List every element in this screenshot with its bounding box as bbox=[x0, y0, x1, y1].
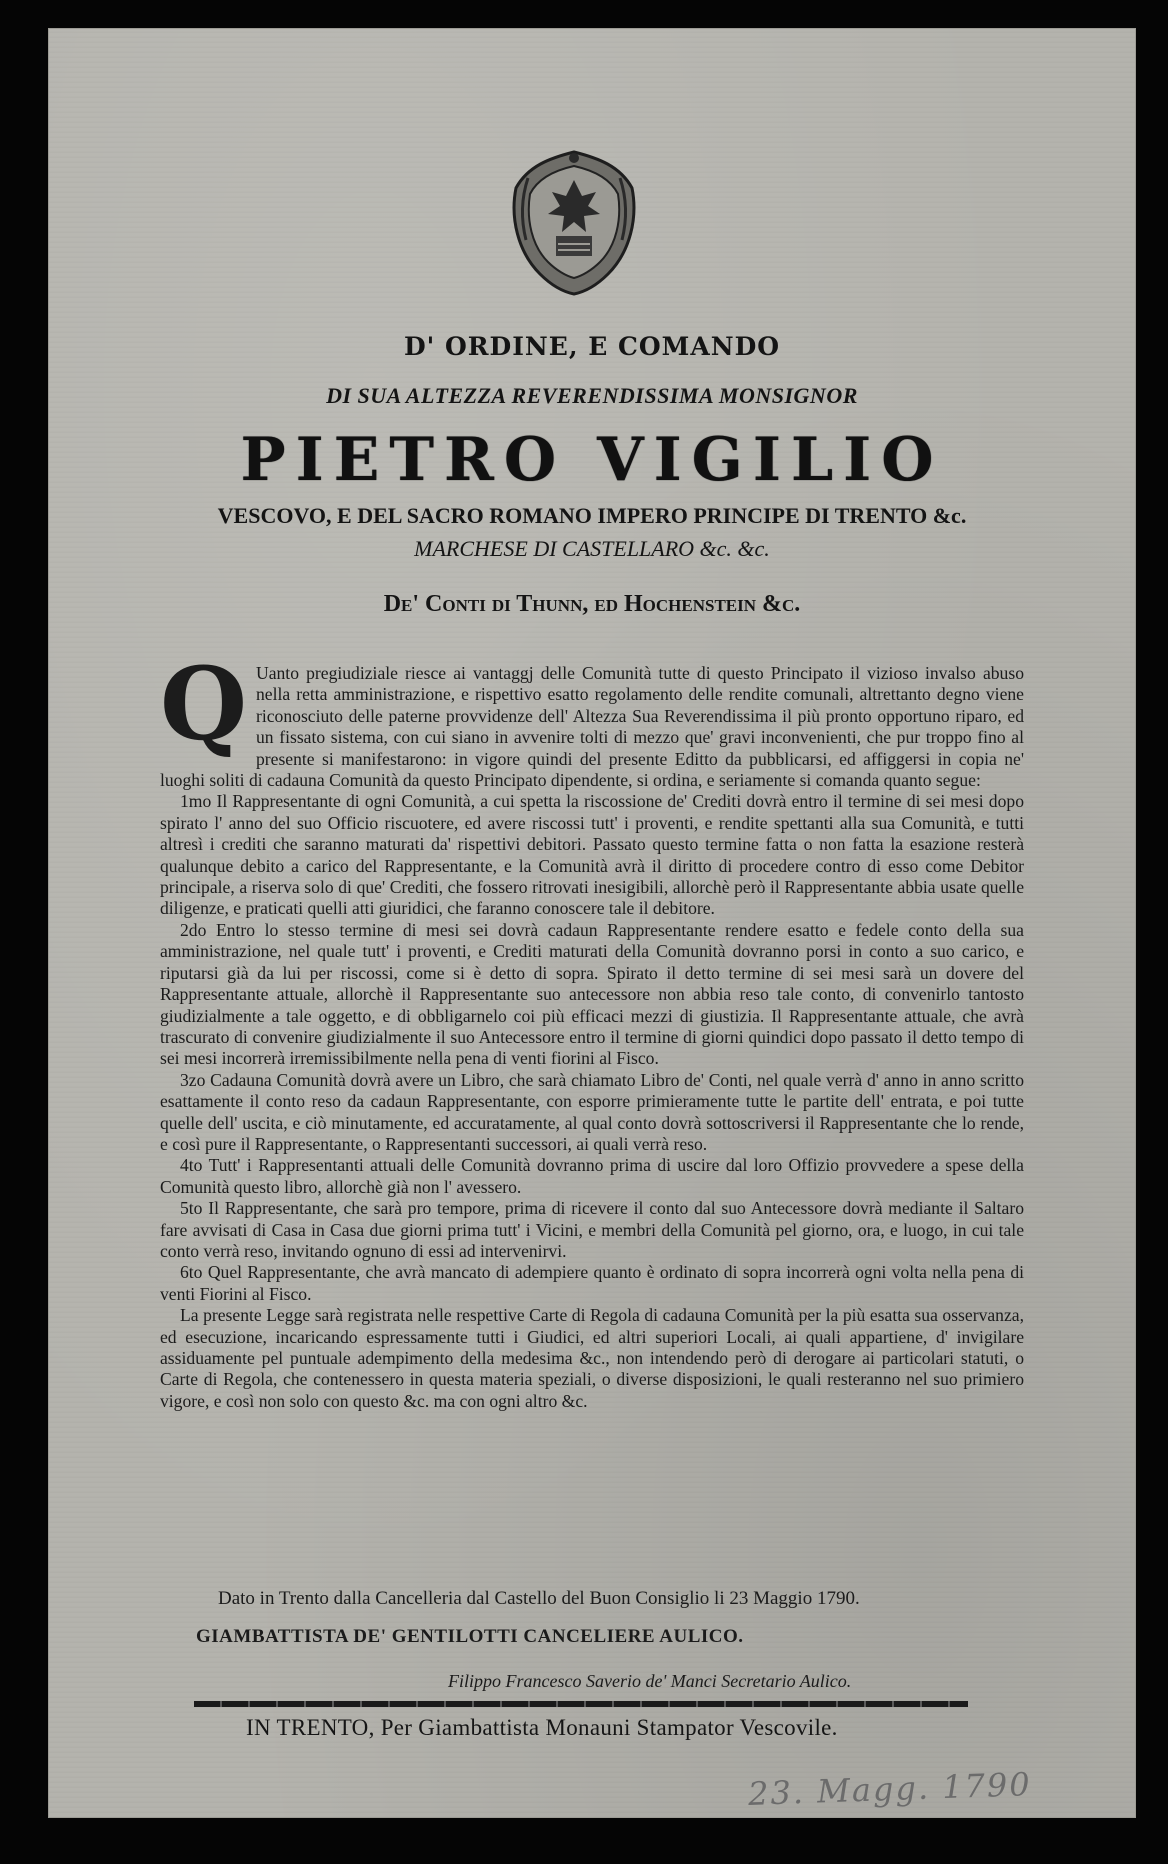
article-1: 1mo Il Rappresentante di ogni Comunità, a cui spetta la riscossione de' Crediti dovrà entro il termine di sei mesi dopo spirato l' anno del suo Officio riscuotere, ed avere riscossi tutt' i proventi, e rendite spettanti alla sua Comunità, e tutti altresì i crediti che saranno maturati da' rispettivi debitori. Passato questo termine fatta o non fatta la esazione resterà qualunque debito a carico del Rappresentante, e la Comunità avrà il diritto di procedere contro di esso come Debitor principale, a riserva solo di que' Crediti, che fossero ritrovati inesigibili, allorchè però il Rappresentante abbia usate quelle diligenze, e praticati quelli atti giuridici, che faranno conoscere tale il debitore. bbox=[160, 791, 1024, 919]
article-6: 6to Quel Rappresentante, che avrà mancato di adempiere quanto è ordinato di sopra incorrerà ogni volta nella pena di venti Fiorini al Fisco. bbox=[160, 1262, 1024, 1304]
coat-of-arms-icon bbox=[508, 148, 640, 296]
handwritten-date: 23. Magg. 1790 bbox=[747, 1765, 1033, 1813]
date-line: Dato in Trento dalla Cancelleria dal Castello del Buon Consiglio li 23 Maggio 1790. bbox=[218, 1588, 860, 1609]
article-5: 5to Il Rappresentante, che sarà pro tempore, prima di ricevere il conto dal suo Antecessore dovrà mediante il Saltaro fare avvisati di Casa in Casa due giorni prima tutt' i Vicini, e membri della Comunità pel giorno, ora, e luogo, in cui tale conto verrà reso, invitando ognuno di essi ad intervenirvi. bbox=[160, 1198, 1024, 1261]
heading-name: PIETRO VIGILIO bbox=[240, 425, 944, 495]
heading-order: D' ORDINE, E COMANDO bbox=[403, 332, 781, 361]
secretary-signature: Filippo Francesco Saverio de' Manci Secretario Aulico. bbox=[448, 1671, 852, 1691]
heading-highness: DI SUA ALTEZZA REVERENDISSIMA MONSIGNOR bbox=[326, 383, 858, 408]
document-sheet bbox=[48, 28, 1136, 1818]
article-4: 4to Tutt' i Rappresentanti attuali delle Comunità dovranno prima di uscire dal loro Offizio provvedere a spese della Comunità questo libro, allorchè già non l' avessero. bbox=[160, 1155, 1024, 1197]
article-3: 3zo Cadauna Comunità dovrà avere un Libro, che sarà chiamato Libro de' Conti, nel quale verrà d' anno in anno scritto esattamente il conto reso da cadaun Rappresentante, con esporre primieramente tutte le partite dell' entrata, e poi tutte quelle dell' uscita, e ciò minutamente, ed accuratamente, al qual conto dovrà sottoscriversi il Rappresentante che lo rende, e così pure il Rappresentante, o Rappresentanti successori, ai quali verrà reso. bbox=[160, 1069, 1024, 1154]
article-2: 2do Entro lo stesso termine di mesi sei dovrà cadaun Rappresentante rendere esatto e fedele conto della sua amministrazione, nel quale tutt' i proventi, e Crediti maturati della Comunità dovranno porsi in conto a suo carico, e riputarsi già da lui per riscossi, come si è detto di sopra. Spirato il detto termine di sei mesi sarà un dovere del Rappresentante attuale, allorchè il Rappresentante suo antecessore non abbia reso tale conto, di convenirlo tantosto giudizialmente a tale oggetto, e di obbligarnelo coi più efficaci mezzi di giustizia. Il Rappresentante attuale, che avrà trascurato di convenire giudizialmente il suo Antecessore entro il termine di giorni quindici dopo passato il detto tempo di sei mesi incorrerà irremissibilmente nella pena di venti fiorini al Fisco. bbox=[160, 919, 1024, 1069]
edict-intro: Uanto pregiudiziale riesce ai vantaggj delle Comunità tutte di questo Principato il vizioso invalso abuso nella retta amministrazione, e rispettivo esatto regolamento delle rendite comunali, altrettanto degno viene riconosciuto delle paterne provvidenze dell' Altezza Sua Reverendissima il più pronto opportuno riparo, ed un fissato sistema, con cui siano in avvenire tolti di mezzo que' gravi inconvenienti, che pur troppo fino al presente si manifestarono: in vigore quindi del presente Editto da pubblicarsi, ed affiggersi in copia ne' luoghi soliti di cadauna Comunità da questo Principato dipendente, si ordina, e seriamente si comanda quanto segue: bbox=[160, 663, 1024, 791]
heading-titles: VESCOVO, E DEL SACRO ROMANO IMPERO PRINCIPE DI TRENTO &c. bbox=[217, 503, 967, 528]
edict-closing: La presente Legge sarà registrata nelle respettive Carte di Regola di cadauna Comunità per la più esatta sua osservanza, ed esecuzione, incaricando espressamente tutti i Giudici, ed altri superiori Locali, ai quali appartiene, d' invigilare assiduamente pel puntuale adempimento della medesima &c., non intendendo però di derogare ai particolari statuti, o Carte di Regola, che contenessero in questa materia speziali, o diverse disposizioni, le quali resteranno nel suo primiero vigore, e così non solo con questo &c. ma con ogni altro &c. bbox=[160, 1305, 1024, 1411]
ornamental-rule bbox=[194, 1701, 968, 1707]
printer-imprint: IN TRENTO, Per Giambattista Monauni Stampator Vescovile. bbox=[246, 1715, 838, 1740]
heading-counts: De' Conti di Thunn, ed Hochenstein &c. bbox=[383, 591, 801, 617]
edict-body bbox=[160, 645, 1024, 1412]
drop-cap: Q bbox=[160, 645, 248, 763]
chancellor-signature: GIAMBATTISTA DE' GENTILOTTI CANCELIERE AULICO. bbox=[196, 1626, 744, 1647]
heading-marquis: MARCHESE DI CASTELLARO &c. &c. bbox=[414, 536, 770, 561]
